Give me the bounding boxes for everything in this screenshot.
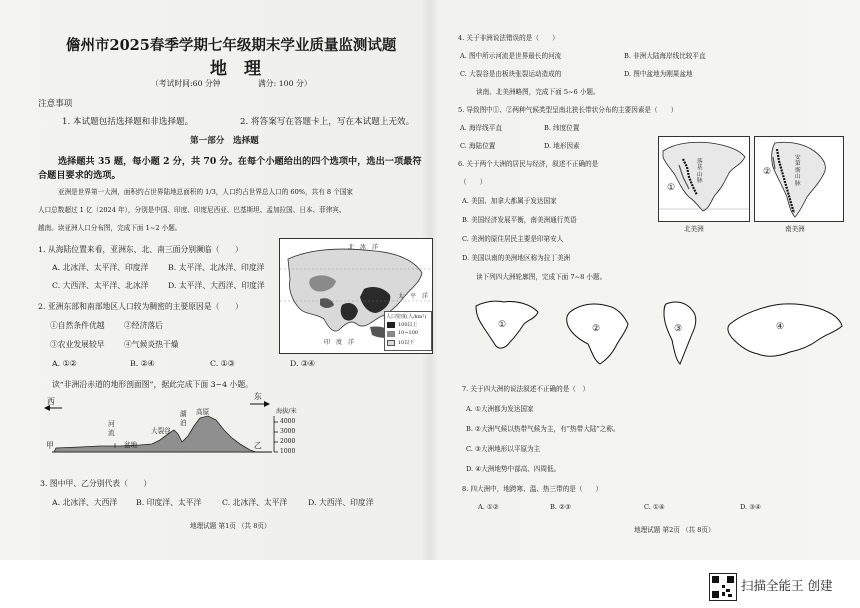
option-b: B. 纬度位置 (544, 124, 580, 132)
legend-swatch (387, 322, 395, 328)
option-d: D. 图中盆地为刚果盆地 (624, 70, 693, 78)
reading-paragraph: 越南。读亚洲人口分布图，完成下面 1~2 小题。 (38, 224, 182, 232)
scanner-watermark: 扫描全能王 创建 (741, 578, 833, 593)
map-label: 太 平 洋 (398, 293, 429, 300)
full-score: 满分: 100 分） (258, 79, 312, 88)
question-5: 5. 导致图中①、②两种气候类型呈南北狭长带状分布的主要因素是（ ） (458, 106, 678, 114)
continent-marker: ② (592, 324, 601, 334)
profile-label: 大裂谷 (151, 427, 171, 435)
axis-label: 海拔/米 (276, 408, 297, 415)
asia-population-map (279, 238, 433, 354)
reading-prompt: 读南、北美洲略图，完成下面 5~6 小题。 (476, 88, 600, 96)
option-d: D. 地形因素 (544, 142, 580, 150)
profile-label: 高原 (196, 408, 210, 416)
option-b: B. 美国经济发展平衡，南美洲通行英语 (462, 216, 577, 224)
profile-east: 东 (254, 392, 262, 401)
option-a: A. 北冰洋、大西洋 (52, 498, 118, 507)
section-heading: 第一部分 选择题 (190, 136, 259, 146)
question-3: 3. 图中甲、乙分别代表（ ） (40, 479, 152, 488)
legend-item: 100以上 (398, 322, 418, 328)
option-b: B. 非洲大陆海岸线比较平直 (624, 52, 706, 60)
profile-label: 流 (108, 429, 115, 437)
option-a: A. 海岸线平直 (460, 124, 502, 132)
statement: ②经济落后 (124, 321, 163, 330)
notice-item: 1. 本试题包括选择题和非选择题。 (62, 117, 194, 127)
africa-equator-profile (40, 392, 297, 464)
instruction: 合题目要求的选项。 (38, 170, 121, 181)
question-4: 4. 关于非洲说法错误的是（ ） (458, 34, 559, 42)
reading-prompt: 读“非洲沿赤道的地形剖面图”，据此完成下面 3~4 小题。 (52, 380, 253, 389)
notice-item: 2. 将答案写在答题卡上，写在本试题上无效。 (240, 117, 415, 127)
exam-page-1 (0, 0, 445, 560)
option-c: C. ①③ (210, 359, 235, 368)
mountain-label: 安第斯山脉 (795, 155, 801, 187)
option-c: C. 美洲的原住居民主要是印第安人 (462, 235, 564, 243)
continents-outline-figure (470, 294, 850, 374)
option-d: D. 大西洋、印度洋 (308, 498, 374, 507)
option-c: C. ①④ (644, 503, 665, 511)
profile-label: 盆地 (124, 441, 138, 449)
option-c: C. 大西洋、太平洋、北冰洋 (52, 281, 149, 290)
option-a: A. 北冰洋、太平洋、印度洋 (52, 263, 149, 272)
exam-title: 儋州市2025春季学期七年级期末学业质量监测试题 (66, 37, 397, 54)
legend-item: 10以下 (398, 340, 415, 346)
legend-title: 人口密度(人/km²) (386, 314, 427, 320)
profile-yi: 乙 (254, 441, 262, 450)
page-footer: 地理试题 第2页 （共 8页） (634, 526, 715, 534)
axis-tick: 4000 (280, 418, 296, 425)
legend-item: 10~100 (398, 330, 419, 336)
option-c: C. ③大洲地形以平原为主 (466, 445, 541, 453)
qr-code-icon (709, 573, 737, 601)
profile-west: 西 (47, 397, 55, 406)
page-footer: 地理试题 第1页 （共 8页） (190, 522, 271, 530)
continent-marker: ① (498, 320, 507, 330)
option-a: A. ①② (478, 503, 499, 511)
option-c: C. 海陆位置 (460, 142, 496, 150)
option-d: D. ③④ (740, 503, 762, 511)
statement: ③农业发展较早 (50, 340, 105, 349)
axis-tick: 3000 (280, 428, 296, 435)
option-b: B. 太平洋、北冰洋、印度洋 (168, 263, 265, 272)
option-b: B. ②③ (550, 503, 571, 511)
map-legend (384, 311, 432, 351)
climate-marker: ② (763, 167, 772, 177)
climate-marker: ① (667, 183, 676, 193)
question-2: 2. 亚洲东部和南部地区人口较为稠密的主要原因是（ ） (38, 302, 243, 311)
option-c: C. 北冰洋、太平洋 (222, 498, 288, 507)
option-c: C. 大裂谷是由板块张裂运动造成的 (460, 70, 562, 78)
subject-title: 地 理 (210, 59, 261, 79)
question-6: 6. 关于两个大洲的居民与经济，叙述不正确的是 (458, 160, 599, 168)
option-b: B. ②④ (130, 359, 155, 368)
option-a: A. 图中所示河流是世界最长的河流 (460, 52, 562, 60)
mountain-label: 落基山脉 (697, 159, 703, 185)
axis-tick: 2000 (280, 438, 296, 445)
option-d: D. 太平洋、大西洋、印度洋 (168, 281, 265, 290)
continent-marker: ④ (776, 322, 785, 332)
option-b: B. ②大洲气候以热带气候为主，有“热带大陆”之称。 (466, 425, 620, 433)
map-caption: 北美洲 (684, 225, 704, 233)
continent-marker: ③ (674, 324, 683, 334)
option-d: D. ③④ (290, 359, 315, 368)
reading-prompt: 读下列四大洲轮廓图，完成下面 7~8 小题。 (476, 273, 607, 281)
map-caption: 南美洲 (785, 225, 805, 233)
option-d: D. 美国以南的美洲地区称为拉丁美洲 (462, 254, 571, 262)
north-america-map (658, 136, 750, 222)
question-1: 1. 从海陆位置来看，亚洲东、北、南三面分别濒临（ ） (38, 245, 243, 254)
notice-heading: 注意事项 (38, 99, 73, 109)
question-8: 8. 四大洲中，地跨寒、温、热三带的是（ ） (462, 485, 603, 493)
statement: ④气候炎热干燥 (124, 340, 179, 349)
instruction: 选择题共 35 题，每小题 2 分，共 70 分。在每个小题给出的四个选项中，选出一项最符 (58, 156, 422, 167)
profile-label: 湖 (180, 410, 187, 418)
south-america-map (754, 136, 844, 222)
profile-jia: 甲 (46, 441, 54, 450)
option-a: A. ①大洲都为发达国家 (466, 405, 534, 413)
option-d: D. ④大洲地势中部高、四周低。 (466, 465, 561, 473)
axis-tick: 1000 (280, 448, 296, 455)
question-6-bracket: （ ） (460, 178, 487, 186)
legend-swatch (387, 340, 395, 346)
exam-page-2 (448, 0, 860, 560)
legend-swatch (387, 331, 395, 337)
question-7: 7. 关于四大洲的说法叙述不正确的是（ ） (462, 385, 590, 393)
statement: ①自然条件优越 (50, 321, 105, 330)
map-label: 北 冰 洋 (348, 244, 379, 251)
map-label: 印 度 洋 (324, 339, 355, 346)
exam-time: （考试时间:60 分钟 (151, 79, 221, 88)
reading-paragraph: 亚洲是世界第一大洲，面积约占世界陆地总面积的 1/3，人口约占世界总人口的 60%，共有 8 个国家 (58, 188, 354, 196)
option-b: B. 印度洋、太平洋 (136, 498, 202, 507)
reading-paragraph: 人口总数超过 1 亿（2024 年），分别是中国、印度、印度尼西亚、巴基斯坦、孟加拉国、日本、菲律宾、 (38, 206, 346, 214)
option-a: A. 美国、加拿大都属于发达国家 (462, 197, 557, 205)
profile-label: 泊 (180, 419, 187, 427)
option-a: A. ①② (52, 359, 77, 368)
profile-label: 河 (108, 420, 115, 428)
